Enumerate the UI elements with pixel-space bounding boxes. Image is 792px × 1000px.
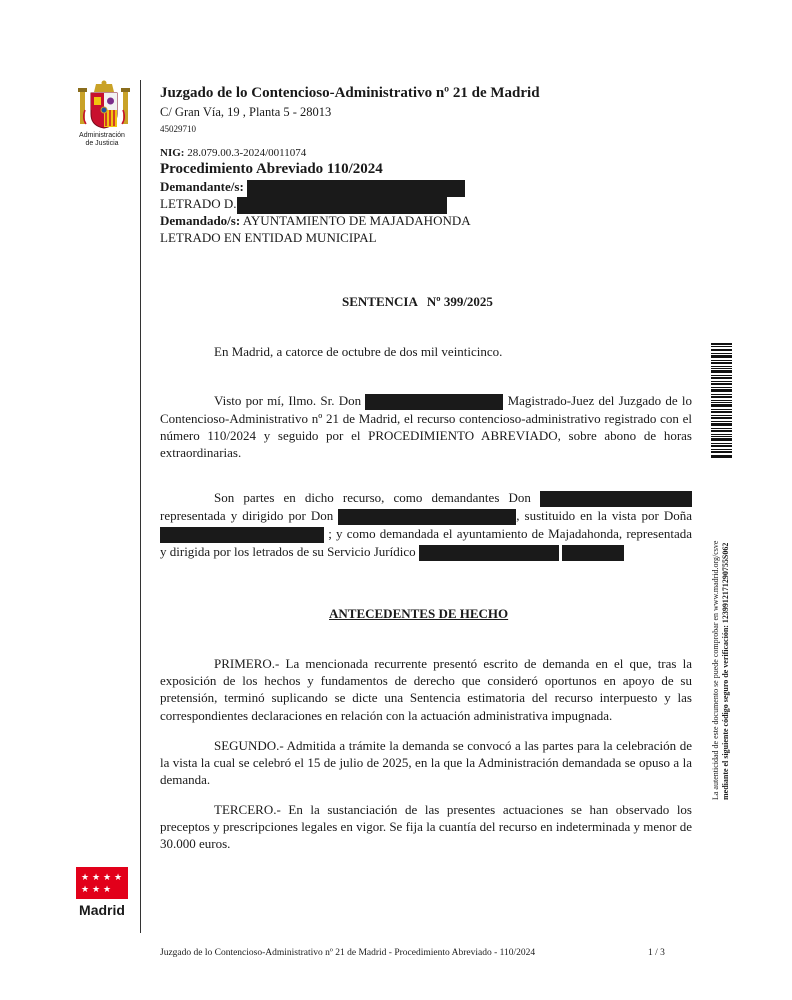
primero-paragraph: PRIMERO.- La mencionada recurrente presentó escrito de demanda en el que, tras la exposición de los hechos y fundamentos de derecho que consideró oportunos en apoyo de su pretensión, terminó suplicando se dicte una Sentencia estimatoria del recurso interpuesto y las correspondientes declaraciones en relación con la actuación administrativa impugnada. xyxy=(160,656,692,723)
redacted-block xyxy=(562,545,624,561)
redacted-block xyxy=(237,197,447,214)
plaintiff-label: Demandante/s: xyxy=(160,179,244,194)
redacted-block xyxy=(365,394,503,410)
procedure-title: Procedimiento Abreviado 110/2024 xyxy=(160,161,383,177)
svg-text:★: ★ xyxy=(102,873,112,883)
court-address: C/ Gran Vía, 19 , Planta 5 - 28013 xyxy=(160,105,332,119)
defendant-value: AYUNTAMIENTO DE MAJADAHONDA xyxy=(240,213,471,228)
defendant-line xyxy=(160,212,471,230)
redacted-block xyxy=(338,509,516,525)
defendant-lawyer: LETRADO EN ENTIDAD MUNICIPAL xyxy=(160,230,377,245)
verification-text xyxy=(711,541,731,800)
page-number: 1 / 3 xyxy=(648,948,665,958)
segundo-paragraph: SEGUNDO.- Admitida a trámite la demanda se convocó a las partes para la celebración de la vista la cual se celebró el 15 de julio de 2025, en la que la Administración demandada se opuso a la demanda. xyxy=(160,738,692,788)
page-footer: Juzgado de lo Contencioso-Administrativo nº 21 de Madrid - Procedimiento Abreviado - 110/2024 xyxy=(160,948,536,958)
crest-caption xyxy=(72,132,132,148)
margin-rule xyxy=(140,80,141,933)
visto-text-1: Visto por mí, Ilmo. Sr. Don xyxy=(214,393,362,408)
court-title: Juzgado de lo Contencioso-Administrativo nº 21 de Madrid xyxy=(160,85,540,101)
antecedentes-heading: ANTECEDENTES DE HECHO xyxy=(329,606,509,621)
nig-value: 28.079.00.3-2024/0011074 xyxy=(184,147,307,159)
partes-paragraph xyxy=(160,489,692,561)
verification-line-2: mediante el siguiente código seguro de verificación: 1239912171290755S062 xyxy=(721,542,730,800)
svg-text:★: ★ xyxy=(102,885,112,895)
madrid-logo xyxy=(76,867,128,899)
plaintiff-line xyxy=(160,178,465,196)
barcode-icon xyxy=(711,343,732,458)
partes-text-2: representada y dirigido por Don xyxy=(160,508,334,524)
partes-text-3: , sustituido en la vista por Doña xyxy=(516,508,693,524)
madrid-wordmark: Madrid xyxy=(79,902,125,918)
nig-label: NIG: xyxy=(160,147,185,159)
crest-caption-line-2: de Justicia xyxy=(85,140,119,147)
court-code: 45029710 xyxy=(160,124,196,134)
date-paragraph: En Madrid, a catorce de octubre de dos mil veinticinco. xyxy=(214,344,503,359)
redacted-block xyxy=(419,545,559,561)
svg-text:★: ★ xyxy=(91,873,101,883)
redacted-block xyxy=(247,180,465,197)
redacted-block xyxy=(160,527,324,543)
crest-caption-line-1: Administración xyxy=(79,132,125,139)
redacted-block xyxy=(540,491,692,507)
spain-crest-icon xyxy=(76,80,132,132)
stars-icon xyxy=(76,867,128,899)
svg-text:★: ★ xyxy=(91,885,101,895)
svg-text:★: ★ xyxy=(80,873,90,883)
sentence-title: SENTENCIA Nº 399/2025 xyxy=(342,294,493,309)
defendant-label: Demandado/s: xyxy=(160,213,241,228)
partes-text-4: ; y como demandada el ayuntamiento de Majadahonda, representada y dirigida por los letrados de su Servicio Jurídico xyxy=(160,526,693,560)
verification-line-1: La autenticidad de este documento se puede comprobar en www.madrid.org/csve xyxy=(711,540,720,800)
nig-line xyxy=(160,147,306,159)
tercero-paragraph: TERCERO.- En la sustanciación de las presentes actuaciones se han observado los preceptos y prescripciones legales en vigor. Se fija la cuantía del recurso en indeterminada y menor de 30.000 euros. xyxy=(160,802,692,852)
svg-text:★: ★ xyxy=(80,885,90,895)
plaintiff-lawyer-label: LETRADO D. xyxy=(160,196,237,211)
svg-text:★: ★ xyxy=(113,873,123,883)
plaintiff-lawyer-line xyxy=(160,195,447,213)
visto-paragraph xyxy=(160,392,692,462)
visto-text-2: Magistrado-Juez del Juzgado de lo Contencioso-Administrativo nº 21 de Madrid, el recurso contencioso-administrativo registrado con el número 110/2024 y seguido por el PROCEDIMIENTO ABREVIADO, sobre abono de horas extraordinarias. xyxy=(160,393,693,461)
partes-text-1: Son partes en dicho recurso, como demandantes Don xyxy=(214,490,531,505)
